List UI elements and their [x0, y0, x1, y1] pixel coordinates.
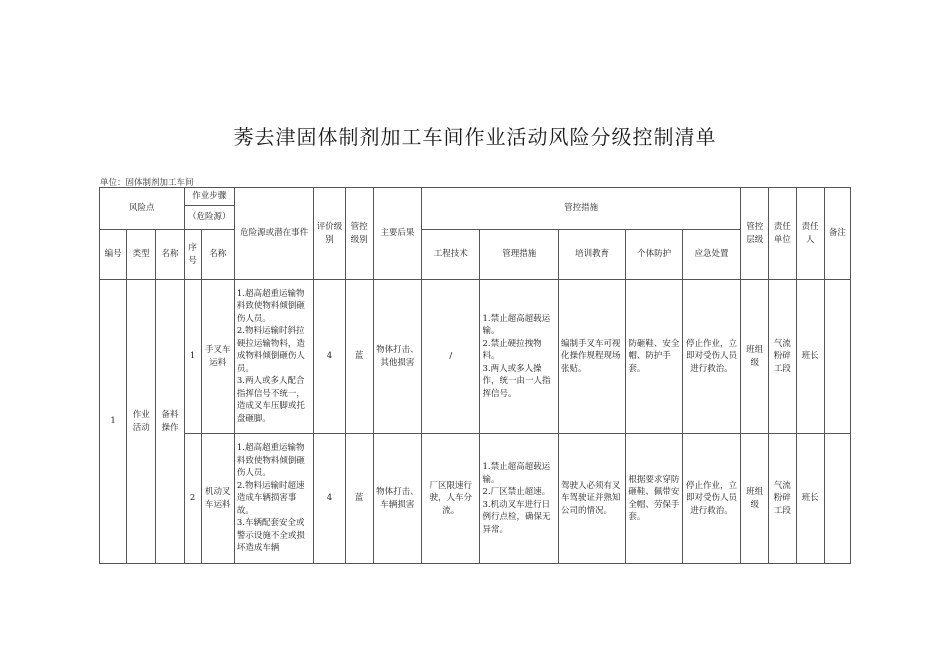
- header-management: 管理措施: [480, 230, 559, 280]
- header-hazard-source: （危险源）: [184, 206, 234, 230]
- group-name: 备料操作: [156, 280, 184, 564]
- row-ppe: 根据要求穿防砸鞋、佩带安全帽、劳保手套。: [626, 434, 682, 564]
- row-hazard: 1.超高超重运输物料致使物料倾倒砸伤人员。 2.物料运输时斜拉硬拉运输物料，造成物料倾倒砸伤人员。 3.两人或多人配合指挥信号不统一，造成叉车压脚或托盘砸脚。: [234, 280, 314, 434]
- row-eval: 4: [314, 280, 345, 434]
- header-remarks: 备注: [824, 188, 850, 280]
- page-title: 莠去津固体制剂加工车间作业活动风险分级控制清单: [233, 125, 717, 149]
- table-row: [100, 280, 851, 434]
- row-emergency: 停止作业，立即对受伤人员进行救治。: [682, 280, 740, 434]
- row-step: 手叉车运料: [201, 280, 234, 434]
- header-step-name: 名称: [201, 230, 234, 280]
- header-risk-point: 风险点: [100, 188, 185, 230]
- row-tier: 班组级: [741, 280, 769, 434]
- row-tier: 班组级: [741, 434, 769, 564]
- header-resp-unit: 责任单位: [769, 188, 796, 280]
- row-training: 驾驶人必须有叉车驾驶证并熟知公司的情况。: [558, 434, 625, 564]
- header-type: 类型: [127, 230, 156, 280]
- row-ctrl: 蓝: [345, 434, 373, 564]
- header-main-consequence: 主要后果: [373, 188, 421, 280]
- header-hazard-event: 危险源或潜在事件: [234, 188, 314, 280]
- row-unit: 气流粉碎工段: [769, 280, 796, 434]
- row-remark: [824, 280, 850, 434]
- row-remark: [824, 434, 850, 564]
- header-resp-person: 责任人: [796, 188, 824, 280]
- row-eval: 4: [314, 434, 345, 564]
- row-emergency: 停止作业，立即对受伤人员进行救治。: [682, 434, 740, 564]
- row-management: 1.禁止超高超载运输。 2.禁止硬拉拽物料。 3.两人或多人操作，统一由一人指挥信号。: [480, 280, 559, 434]
- table-row: [100, 434, 851, 564]
- header-seq: 序号: [184, 230, 201, 280]
- row-person: 班长: [796, 280, 824, 434]
- unit-label: 单位：固体制剂加工车间: [100, 178, 194, 188]
- row-person: 班长: [796, 434, 824, 564]
- header-training: 培训教育: [558, 230, 625, 280]
- row-seq: 2: [184, 434, 201, 564]
- header-work-step: 作业步骤: [184, 188, 234, 206]
- row-step: 机动叉车运料: [201, 434, 234, 564]
- header-emergency: 应急处置: [682, 230, 740, 280]
- header-control-tier: 管控层级: [741, 188, 769, 280]
- row-unit: 气流粉碎工段: [769, 434, 796, 564]
- row-consequence: 物体打击、其他损害: [373, 280, 421, 434]
- row-management: 1.禁止超高超载运输。 2.厂区禁止超速。3.机动叉车进行日例行点检，确保无异常。: [480, 434, 559, 564]
- row-ctrl: 蓝: [345, 280, 373, 434]
- row-engineering: /: [422, 280, 480, 434]
- row-ppe: 防砸鞋、安全帽、防护手套。: [626, 280, 682, 434]
- header-ppe: 个体防护: [626, 230, 682, 280]
- group-no: 1: [100, 280, 127, 564]
- header-eval-level: 评价级别: [314, 188, 345, 280]
- group-type: 作业活动: [127, 280, 156, 564]
- row-seq: 1: [184, 280, 201, 434]
- header-no: 编号: [100, 230, 127, 280]
- row-training: 编制手叉车可视化操作规程现场张贴。: [558, 280, 625, 434]
- header-control-measures: 管控措施: [422, 188, 741, 230]
- header-control-level: 管控级别: [345, 188, 373, 280]
- row-hazard: 1.超高超重运输物料致使物料倾倒砸伤人员。 2.物料运输时超速造成车辆损害事故。 3.车辆配套安全或警示设施不全或损坏造成车辆: [234, 434, 314, 564]
- header-name: 名称: [156, 230, 184, 280]
- header-engineering: 工程技术: [422, 230, 480, 280]
- row-consequence: 物体打击、车辆损害: [373, 434, 421, 564]
- risk-control-table: [99, 187, 851, 564]
- row-engineering: 厂区限速行驶，人车分流。: [422, 434, 480, 564]
